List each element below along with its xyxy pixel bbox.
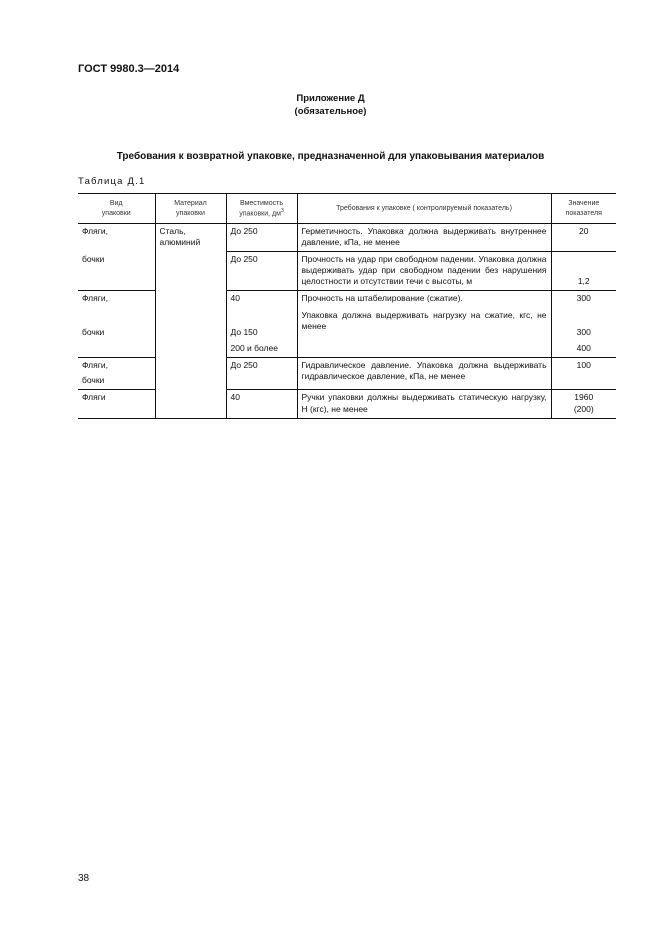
type-line1: Фляги,	[82, 293, 108, 304]
header-capacity-line1: Вместимость	[240, 199, 283, 207]
cell-value: 100	[551, 358, 616, 390]
cell-requirement: Гидравлическое давление. Упаковка должна выдерживать гидравлическое давление, кПа, не менее	[297, 358, 551, 390]
cell-requirement: Герметичность. Упаковка должна выдерживать внутреннее давление, кПа, не менее	[297, 224, 551, 252]
appendix-status: (обязательное)	[294, 106, 367, 117]
requirement-line2: Упаковка должна выдерживать нагрузку на сжатие, кгс, не менее	[301, 310, 547, 332]
cell-requirement	[297, 291, 551, 358]
capacity-line2: До 150	[230, 327, 258, 338]
appendix-title: Приложение Д	[296, 93, 365, 104]
cell-capacity: До 250	[226, 224, 297, 252]
capacity-line1: 40	[230, 293, 240, 304]
table-label: Таблица Д.1	[78, 176, 146, 187]
material-line2: алюминий	[159, 237, 201, 248]
header-capacity-line2: упаковки, дм	[239, 210, 281, 218]
cell-value	[551, 390, 616, 418]
cell-package-type: бочки	[78, 252, 155, 291]
value-line1: 1960	[574, 392, 594, 403]
cell-package-type: Фляги	[78, 390, 155, 418]
cell-requirement: Прочность на удар при свободном падении. Упаковка должна выдерживать удар при свободном падении без нарушения целостности и отсутствии течи с высоты, м	[297, 252, 551, 291]
cell-value	[551, 291, 616, 358]
material-line1: Сталь,	[159, 226, 186, 236]
table-row	[78, 224, 616, 252]
value-line1: 300	[576, 293, 591, 304]
requirements-table	[78, 193, 616, 419]
header-material-line2: упаковки	[176, 209, 205, 217]
value-line3: 400	[576, 343, 591, 354]
header-material-line1: Материал	[174, 200, 207, 208]
document-code: ГОСТ 9980.3—2014	[78, 63, 180, 75]
cell-capacity	[226, 291, 297, 358]
cell-package-type	[78, 358, 155, 390]
header-value-line2: показателя	[565, 209, 602, 217]
header-value-line1: Значение	[568, 200, 600, 208]
type-line1: Фляги,	[82, 360, 108, 371]
header-package-type	[78, 194, 155, 224]
cell-capacity: 40	[226, 390, 297, 418]
cell-package-type: Фляги,	[78, 224, 155, 252]
cell-capacity: До 250	[226, 358, 297, 390]
value-text: 1,2	[577, 276, 590, 287]
type-line2: бочки	[82, 327, 105, 338]
cell-value: 20	[551, 224, 616, 252]
value-line2: 300	[576, 327, 591, 338]
header-capacity-superscript: 3	[280, 207, 284, 214]
table-header-row	[78, 194, 616, 224]
header-value	[551, 194, 616, 224]
capacity-line3: 200 и более	[230, 343, 278, 354]
cell-package-type	[78, 291, 155, 358]
cell-requirement: Ручки упаковки должны выдерживать статическую нагрузку, Н (кгс), не менее	[297, 390, 551, 418]
header-requirement: Требования к упаковке ( контролируемый показатель)	[297, 194, 551, 224]
value-line2: (200)	[573, 403, 594, 414]
page-number: 38	[78, 873, 90, 884]
requirement-line1: Прочность на штабелирование (сжатие).	[301, 293, 463, 304]
type-line2: бочки	[82, 375, 105, 386]
cell-value	[551, 252, 616, 291]
header-type-line1: Вид	[109, 200, 123, 208]
cell-capacity: До 250	[226, 252, 297, 291]
header-material	[155, 194, 226, 224]
cell-material	[155, 224, 226, 419]
section-title: Требования к возвратной упаковке, предназначенной для упаковывания материалов	[116, 151, 545, 162]
header-capacity	[226, 194, 297, 224]
header-type-line2: упаковки	[101, 209, 131, 217]
